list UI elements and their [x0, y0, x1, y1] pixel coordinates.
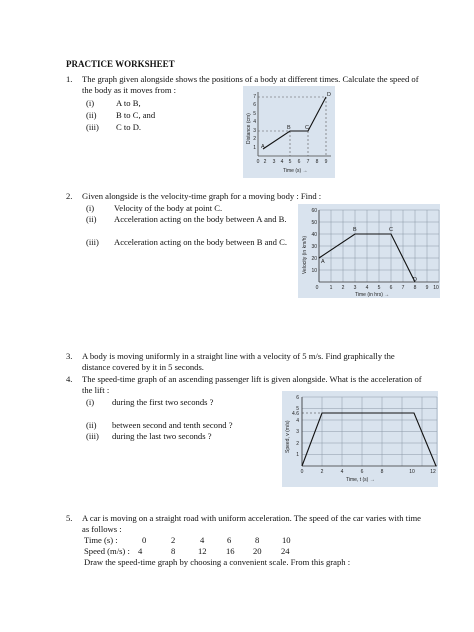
x-tick: 3 [353, 285, 357, 291]
point-label: A [261, 144, 265, 150]
point-label: D [327, 92, 331, 98]
level-label: 4.6 [292, 411, 299, 417]
speed-value: 16 [226, 546, 235, 556]
y-tick: 50 [311, 220, 317, 226]
q1-part-label: (iii) [86, 122, 99, 132]
lift-speed-time-graph [282, 391, 438, 487]
point-label: C [305, 125, 309, 131]
q4-part-text: during the first two seconds ? [112, 397, 214, 407]
y-tick: 2 [253, 136, 256, 142]
speed-value: 8 [171, 546, 176, 556]
x-axis-label: Time, t (s) → [346, 477, 375, 483]
q2-part-text: Acceleration acting on the body between A and B. [114, 214, 287, 224]
y-tick: 7 [253, 94, 256, 100]
y-tick: 1 [296, 452, 299, 458]
y-tick: 5 [296, 406, 299, 412]
y-tick: 1 [253, 145, 256, 151]
x-tick: 4 [340, 469, 344, 475]
q5-line3: Draw the speed-time graph by choosing a convenient scale. From this graph : [84, 557, 351, 567]
q2-part-label: (ii) [86, 214, 97, 224]
y-tick: 2 [296, 441, 299, 447]
speed-label: Speed (m/s) : [84, 546, 130, 556]
x-tick: 6 [360, 469, 364, 475]
q3-line1: A body is moving uniformly in a straight line with a velocity of 5 m/s. Find graphically the [82, 351, 395, 361]
speed-value: 12 [198, 546, 207, 556]
y-axis-label: Distance (cm) [246, 113, 252, 144]
q4-part-label: (i) [86, 397, 95, 407]
x-tick: 10 [433, 285, 439, 291]
y-tick: 6 [253, 102, 256, 108]
q3-line2: distance covered by it in 5 seconds. [82, 362, 204, 372]
q3-number: 3. [66, 351, 73, 361]
x-tick: 0 [256, 159, 260, 165]
y-tick: 30 [311, 244, 317, 250]
x-tick: 1 [329, 285, 333, 291]
x-axis-label: Time (s) → [283, 168, 308, 174]
point-label: B [287, 125, 291, 131]
x-tick: 9 [324, 159, 328, 165]
y-tick: 4 [253, 119, 256, 125]
q4-line2: the lift : [82, 385, 110, 395]
y-tick: 5 [253, 111, 256, 117]
x-tick: 8 [413, 285, 417, 291]
x-tick: 7 [306, 159, 310, 165]
x-tick: 8 [315, 159, 319, 165]
y-tick: 40 [311, 232, 317, 238]
q4-part-label: (iii) [86, 431, 99, 441]
q5-line1: A car is moving on a straight road with uniform acceleration. The speed of the car varies with time [82, 513, 421, 523]
y-tick: 3 [296, 429, 299, 435]
q2-number: 2. [66, 191, 73, 201]
x-tick: 4 [365, 285, 369, 291]
q2-part-text: Velocity of the body at point C. [114, 203, 223, 213]
q5-number: 5. [66, 513, 73, 523]
y-tick: 10 [311, 268, 317, 274]
point-label: B [353, 227, 357, 233]
point-label: C [389, 227, 393, 233]
q1-part-text: A to B, [116, 98, 141, 108]
q5-line2: as follows : [82, 524, 122, 534]
x-tick: 6 [389, 285, 393, 291]
distance-time-graph [243, 86, 335, 178]
x-tick: 2 [320, 469, 324, 475]
q2-part-text: Acceleration acting on the body between B and C. [114, 237, 288, 247]
x-tick: 0 [315, 285, 319, 291]
q2-part-label: (iii) [86, 237, 99, 247]
x-tick: 5 [288, 159, 292, 165]
time-value: 4 [200, 535, 205, 545]
q1-part-text: B to C, and [116, 110, 156, 120]
time-value: 8 [255, 535, 260, 545]
time-value: 2 [171, 535, 176, 545]
q1-part-label: (i) [86, 98, 95, 108]
q1-part-text: C to D. [116, 122, 142, 132]
time-label: Time (s) : [84, 535, 118, 545]
x-axis-label: Time (in hrs) → [355, 292, 390, 298]
x-tick: 12 [430, 469, 436, 475]
q4-part-label: (ii) [86, 420, 97, 430]
q1-line1: The graph given alongside shows the positions of a body at different times. Calculate the speed of [82, 74, 419, 84]
point-label: A [321, 259, 325, 265]
speed-value: 24 [281, 546, 290, 556]
q4-part-text: during the last two seconds ? [112, 431, 212, 441]
y-tick: 20 [311, 256, 317, 262]
time-value: 6 [227, 535, 232, 545]
q1-part-label: (ii) [86, 110, 97, 120]
q2-line1: Given alongside is the velocity-time graph for a moving body : Find : [82, 191, 322, 201]
y-axis-label: Speed, v (m/s) [285, 420, 291, 453]
q1-number: 1. [66, 74, 73, 84]
y-axis-label: Velocity (in km/h) [302, 235, 308, 274]
x-tick: 8 [380, 469, 384, 475]
q2-part-label: (i) [86, 203, 95, 213]
speed-value: 20 [253, 546, 262, 556]
x-tick: 7 [401, 285, 405, 291]
x-tick: 10 [409, 469, 415, 475]
y-tick: 6 [296, 395, 299, 401]
x-tick: 9 [425, 285, 429, 291]
y-tick: 60 [311, 208, 317, 214]
x-tick: 2 [341, 285, 345, 291]
q4-number: 4. [66, 374, 73, 384]
x-tick: 3 [272, 159, 276, 165]
page-title: PRACTICE WORKSHEET [66, 59, 175, 69]
y-tick: 4 [296, 418, 299, 424]
x-tick: 6 [297, 159, 301, 165]
time-value: 0 [142, 535, 147, 545]
x-tick: 5 [377, 285, 381, 291]
q1-line2: the body as it moves from : [82, 85, 177, 95]
time-value: 10 [282, 535, 291, 545]
x-tick: 4 [280, 159, 284, 165]
speed-value: 4 [138, 546, 143, 556]
point-label: D [413, 277, 417, 283]
y-tick: 3 [253, 128, 256, 134]
velocity-time-graph [298, 204, 440, 298]
q4-line1: The speed-time graph of an ascending passenger lift is given alongside. What is the acceleration of [82, 374, 422, 384]
q4-part-text: between second and tenth second ? [112, 420, 233, 430]
x-tick: 2 [263, 159, 267, 165]
x-tick: 0 [300, 469, 304, 475]
